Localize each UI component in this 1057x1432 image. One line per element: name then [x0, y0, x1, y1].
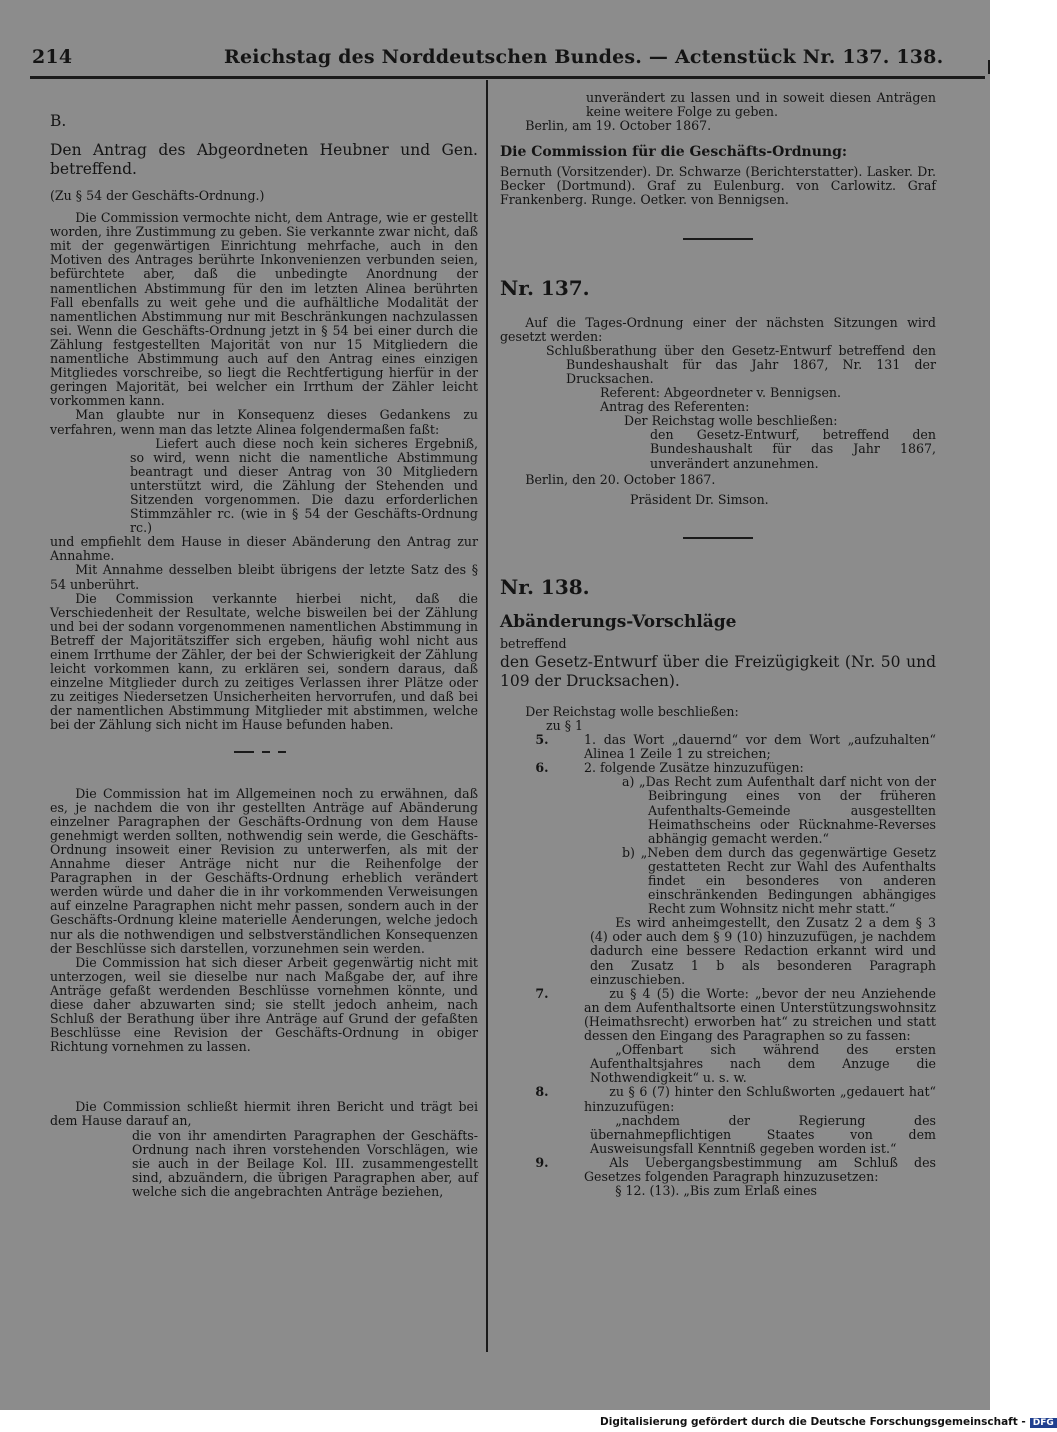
amendment-text: zu § 6 (7) hinter den Schlußworten „gedauert hat“ hinzuzufügen:: [584, 1084, 936, 1114]
amendment-number: 6.: [535, 760, 549, 776]
quoted-amendment: Liefert auch diese noch kein sicheres Ergebniß, so wird, wenn nicht die namentliche Abstimmung beantragt und dieser Antrag von 30 Mitgliedern unterstützt wird, die Zählung der Stehenden und Sitzenden vorgenommen. Die dazu erforderlichen Stimmzähler rc. (wie in § 54 der Geschäfts-Ordnung rc.): [130, 435, 478, 536]
amendment-text: 2. folgende Zusätze hinzuzufügen:: [584, 760, 804, 776]
motion-intro: Der Reichstag wolle beschließen:: [525, 703, 739, 719]
motion-text: den Gesetz-Entwurf, betreffend den Bundeshaushalt für das Jahr 1867, unverändert anzunehmen.: [650, 427, 936, 471]
column-separator: [486, 80, 488, 1352]
section-divider: [683, 537, 753, 539]
amendment-quote: „nachdem der Regierung des übernahmepflichtigen Staates von dem Ausweisungsfall Kenntniß gegeben worden ist.“: [590, 1112, 936, 1156]
paragraph: und empfiehlt dem Hause in dieser Abänderung den Antrag zur Annahme.: [50, 534, 478, 564]
section-reference: zu § 1: [546, 717, 584, 733]
amendment-subitem: b) „Neben dem durch das gegenwärtige Gesetz gestatteten Recht zur Wahl des Aufenthalts findet ein besonderes von anderen einschränkenden Bedingungen abhängiges Recht zum Wohnsitz nicht mehr statt.“: [622, 844, 936, 917]
amendment-item: [500, 761, 936, 775]
section-heading: Den Antrag des Abgeordneten Heubner und Gen. betreffend.: [50, 141, 478, 178]
amendment-item: [500, 1085, 936, 1113]
amendment-text: Als Uebergangsbestimmung am Schluß des Gesetzes folgenden Paragraph hinzuzusetzen:: [584, 1154, 936, 1184]
amendment-number: 8.: [535, 1084, 549, 1100]
section-divider: [234, 751, 294, 753]
header-rule: [30, 76, 985, 79]
document-subject: den Gesetz-Entwurf über die Freizügigkeit (Nr. 50 und 109 der Drucksachen).: [500, 652, 936, 690]
paragraph: Die Commission verkannte hierbei nicht, daß die Verschiedenheit der Resultate, welche bisweilen bei der Zählung und bei der sodann vorgenommenen namentlichen Abstimmung in Betreff der Majoritätsziffer sich ergeben, häufig wohl nicht aus einem Irrthume der Zähler, der bei der Schwierigkeit der Zählung leicht vorkommen kann, zu erklären sei, sondern daraus, daß einzelne Mitglieder durch zu zeitiges Verlassen ihrer Plätze oder zu zeitiges Niedersetzen Unsicherheiten hervorrufen, und daß bei der namentlichen Abstimmung Mitglieder mit abstimmen, welche bei der Zählung sich nicht im Hause befunden haben.: [50, 590, 478, 733]
paragraph: Mit Annahme desselben bleibt übrigens der letzte Satz des § 54 unberührt.: [50, 562, 478, 592]
motion-label: Antrag des Referenten:: [600, 399, 750, 415]
section-subheading: (Zu § 54 der Geschäfts-Ordnung.): [50, 188, 265, 203]
document-number: Nr. 138.: [500, 574, 590, 599]
signature: Präsident Dr. Simson.: [630, 491, 769, 507]
amendment-quote: § 12. (13). „Bis zum Erlaß eines: [615, 1183, 818, 1199]
paragraph: Die Commission vermochte nicht, dem Antrage, wie er gestellt worden, ihre Zustimmung zu geben. Sie verkannte zwar nicht, daß mit der gegenwärtigen Einrichtung mehrfache, auch in den Motiven des Antrages berührte Inkonvenienzen verbunden seien, befürchtete aber, daß die unbedingte Anordnung der namentlichen Abstimmung für den im letzten Alinea berührten Fall ebenfalls zu weit gehe und die aufhältliche Modalität der namentlichen Abstimmung nur mit Beschränkungen nachzulassen sei. Wenn die Geschäfts-Ordnung jetzt in § 54 bei einer durch die Zählung festgestellten Majorität von nur 15 Mitgliedern die namentliche Abstimmung auch auf den Antrag eines einzigen Mitgliedes vorschreibe, so liegt die Rechtfertigung hierfür in der geringen Majorität, bei welcher ein Irrthum der Zähler leicht vorkommen kann.: [50, 210, 478, 409]
amendment-text: 1. das Wort „dauernd“ vor dem Wort „aufzuhalten“ Alinea 1 Zeile 1 zu streichen;: [584, 732, 936, 762]
paragraph: Die Commission hat im Allgemeinen noch zu erwähnen, daß es, je nachdem die von ihr gestellten Anträge auf Abänderung einzelner Paragraphen der Geschäfts-Ordnung von dem Hause genehmigt werden sollten, nothwendig sein werde, die Geschäfts-Ordnung insoweit einer Revision zu unterwerfen, als mit der Annahme dieser Anträge nicht nur die Reihenfolge der Paragraphen in der Geschäfts-Ordnung erheblich verändert werden würde und daher die in ihr vorkommenden Verweisungen auf einzelne Paragraphen nicht mehr passen, sondern auch in der Geschäfts-Ordnung kleine materielle Aenderungen, welche jedoch nur als die nothwendigen und selbstverständlichen Konsequenzen der Beschlüsse sich darstellen, vorzunehmen sein werden.: [50, 785, 478, 956]
dfg-logo: DFG: [1030, 1418, 1057, 1428]
amendment-item: [500, 987, 936, 1043]
margin-mark: [988, 60, 990, 74]
document-number: Nr. 137.: [500, 275, 590, 300]
document-betreffend: betreffend: [500, 635, 567, 651]
paragraph: Die Commission hat sich dieser Arbeit gegenwärtig nicht mit unterzogen, weil sie dieselbe nur nach Maßgabe der, auf ihre Anträge gefaßt werdenden Beschlüsse vornehmen könnte, und diese daher abzuwarten sind; sie stellt jedoch anheim, nach Schluß der Berathung über ihre Anträge auf Grund der gefaßten Beschlüsse eine Revision der Geschäfts-Ordnung in obiger Richtung vornehmen zu lassen.: [50, 954, 478, 1055]
date-line: Berlin, am 19. October 1867.: [525, 118, 712, 134]
date-line: Berlin, den 20. October 1867.: [525, 471, 716, 487]
commission-members: Bernuth (Vorsitzender). Dr. Schwarze (Berichterstatter). Lasker. Dr. Becker (Dortmund). Graf zu Eulenburg. von Carlowitz. Graf Frankenberg. Runge. Oetker. von Bennigsen.: [500, 164, 936, 208]
amendment-number: 5.: [535, 732, 549, 748]
amendment-item: [500, 1156, 936, 1184]
amendment-quote: „Offenbart sich während des ersten Aufenthaltsjahres nach dem Anzuge die Nothwendigkeit“ u. s. w.: [590, 1042, 936, 1086]
referent: Referent: Abgeordneter v. Bennigsen.: [600, 385, 842, 401]
paragraph: Auf die Tages-Ordnung einer der nächsten Sitzungen wird gesetzt werden:: [500, 314, 936, 344]
amendment-number: 9.: [535, 1154, 549, 1170]
document-title: Abänderungs-Vorschläge: [500, 611, 737, 632]
amendment-item: [500, 733, 936, 761]
proposal-text: die von ihr amendirten Paragraphen der Geschäfts-Ordnung nach ihren vorstehenden Vorschlägen, wie sie auch in der Beilage Kol. III. zusammengestellt sind, abzuändern, die übrigen Paragraphen aber, auf welche sich die angebrachten Anträge beziehen,: [132, 1127, 478, 1199]
page-title: Reichstag des Norddeutschen Bundes. — Actenstück Nr. 137. 138.: [224, 46, 944, 68]
agenda-item: Schlußberathung über den Gesetz-Entwurf betreffend den Bundeshaushalt für das Jahr 1867, Nr. 131 der Drucksachen.: [546, 342, 936, 386]
paragraph: Die Commission schließt hiermit ihren Bericht und trägt bei dem Hause darauf an,: [50, 1099, 478, 1129]
amendment-subitem: a) „Das Recht zum Aufenthalt darf nicht von der Beibringung eines von der früheren Aufenthalts-Gemeinde ausgestellten Heimathscheins oder Rücknahme-Reverses abhängig gemacht werden.“: [622, 774, 936, 846]
paragraph: Man glaubte nur in Konsequenz dieses Gedankens zu verfahren, wenn man das letzte Alinea folgendermaßen faßt:: [50, 407, 478, 437]
right-column: [500, 91, 936, 1198]
digitization-credit: [600, 1416, 1057, 1428]
amendment-text: zu § 4 (5) die Worte: „bevor der neu Anziehende an dem Aufenthaltsorte einen Unterstützungswohnsitz (Heimathsrecht) erworben hat“ zu streichen und statt dessen den Eingang des Paragraphen so zu fassen:: [584, 985, 936, 1044]
section-divider: [683, 238, 753, 240]
motion-intro: Der Reichstag wolle beschließen:: [624, 413, 838, 429]
section-letter: B.: [50, 112, 67, 130]
proposal-continuation: unverändert zu lassen und in soweit diesen Anträgen keine weitere Folge zu geben.: [586, 90, 936, 120]
credit-text: Digitalisierung gefördert durch die Deutsche Forschungsgemeinschaft -: [600, 1416, 1026, 1428]
page-number: 214: [32, 46, 73, 68]
amendment-number: 7.: [535, 985, 549, 1001]
commission-title: Die Commission für die Geschäfts-Ordnung:: [500, 144, 848, 161]
amendment-note: Es wird anheimgestellt, den Zusatz 2 a dem § 3 (4) oder auch dem § 9 (10) hinzuzufügen, je nachdem dadurch eine bessere Redaction erkannt wird und den Zusatz 1 b als besonderen Paragraph einzuschieben.: [590, 915, 936, 987]
left-column: [50, 112, 478, 1199]
